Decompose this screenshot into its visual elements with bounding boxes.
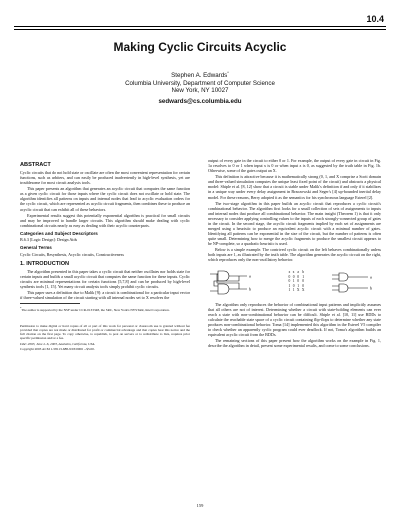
right-paragraph-5: The algorithm only reproduces the behavior of combinational input patterns and implicitly assumes that all others are not of interest. Determining whether a circuit with state-holding elements can ever reach a state with non-combinational behavior can be difficult. Shiple et al. [10, 11] use BDDs to calculate the reachable state space of a cyclic circuit containing flip-flops to determine whether any state produces non-combinational behavior. Toma [14] implemented this algorithm in the Esterel V5 compiler to check whether an apparently cyclic program could ever deadlock. If not, Toma's algorithm builds an equivalent acyclic circuit from the BDDs.: [208, 301, 381, 337]
header-rule-top: [14, 26, 386, 27]
truth-table-header-cell: b: [302, 270, 305, 275]
copyright-line: Copyright 2003 ACM 1-58113-688-9/03/0006 ...$5.00.: [20, 346, 95, 351]
author-footnote-mark: *: [227, 70, 229, 75]
paper-title: Making Cyclic Circuits Acyclic: [113, 40, 287, 54]
acyclic-output-label-b: b: [370, 285, 372, 290]
author-email: sedwards@cs.columbia.edu: [158, 97, 242, 105]
footnote-rule: [20, 303, 80, 304]
section-number: 10.4: [366, 14, 384, 24]
output-label-a: a: [249, 273, 251, 278]
header-rule-bottom: [14, 29, 386, 30]
right-paragraph-1: output of every gate in the circuit to either 0 or 1. For example, the output of every gate in circuit in Fig. 1a resolves to 0 or 1 when input x is 0 or when input z is 0, as suggested by the truth table in Fig. 1b. Otherwise, some of the gates output an X.: [208, 158, 381, 174]
truth-table-cell: 0: [288, 279, 291, 284]
general-terms-text: Cyclic Circuits, Resynthesis, Acyclic circuits, Constructiveness: [20, 251, 124, 257]
truth-table-header-cell: x: [288, 270, 291, 275]
truth-table-cell: 0: [288, 274, 291, 279]
affiliation-line-1: Columbia University, Department of Computer Science: [125, 79, 275, 87]
truth-table-cell: 1: [302, 274, 305, 279]
truth-table-cell: 0: [297, 279, 300, 284]
truth-table-header-cell: z: [292, 270, 295, 275]
introduction-heading: 1. INTRODUCTION: [20, 260, 70, 267]
categories-text: B.6.3 [Logic Design]: Design Aids: [20, 237, 78, 243]
abstract-paragraph-3: Experimental results suggest this potentially exponential algorithm is practical for small circuits and may be improved to handle larger circuits. This algorithm should make dealing with cyclic combinational circuits nearly as easy as dealing with their acyclic counterparts.: [20, 212, 190, 228]
truth-table-cell: 1: [292, 288, 295, 293]
truth-table: [287, 270, 305, 292]
truth-table-cell: 1: [297, 283, 300, 288]
example-figure: [208, 266, 381, 298]
author-name: Stephen A. Edwards: [171, 72, 228, 80]
truth-table-cell: 0: [292, 283, 295, 288]
output-label-b: b: [249, 286, 251, 291]
abstract-paragraph-1: Cyclic circuits that do not hold state or oscillate are often the most convenient representation for certain functions, such as arbiters, and can easily be produced inadvertently in high-level synthesis, yet are troublesome for most circuit analysis tools.: [20, 170, 190, 186]
truth-table-row: [287, 288, 305, 292]
right-paragraph-2: This definition is attractive because it is mathematically strong (0, 1, and X comprise a Scott domain and three-valued simulation computes the unique least fixed point of the circuit) and abstracts a physical model: Shiple et al. [8, 12] show that a circuit is stable under Malik's definition if and only if it stabilizes in a unique way under every delay assignment in Brzozowski and Seger's [4] up-bounded inertial delay model. For these reasons, Berry adopted it as the semantics for his synchronous language Esterel [2].: [208, 174, 381, 200]
truth-table-cell: 1: [288, 288, 291, 293]
right-paragraph-6: The remaining sections of this paper present how the algorithm works on the example in Fig. 1, describe the algorithm in detail, present some experimental results, and come to some conclusions.: [208, 338, 381, 349]
conference-venue: DAC 2003, June 2–6, 2003, Anaheim, California, USA.: [20, 341, 96, 346]
categories-heading: Categories and Subject Descriptors: [20, 230, 98, 236]
general-terms-heading: General Terms: [20, 245, 52, 251]
abstract-heading: ABSTRACT: [20, 162, 51, 168]
permission-notice: Permission to make digital or hard copies of all or part of this work for personal or classroom use is granted without fee provided that copies are not made or distributed for profit or commercial advantage and that copies bear this notice and the full citation on the first page. To copy otherwise, to republish, to post on servers or to redistribute to lists, requires prior specific permission and/or a fee.: [20, 323, 190, 341]
affiliation-line-2: New York, NY 10027: [171, 87, 229, 95]
truth-table-cell: X: [301, 288, 305, 293]
right-column: [208, 158, 381, 349]
truth-table-cell: 1: [288, 283, 291, 288]
truth-table-cell: 0: [292, 274, 295, 279]
footnote-text: The author is supported by the NSF under CCR-0133348, the SRC, New York's NYSTAR, Intel Corporation.: [21, 308, 170, 313]
author-block: [0, 69, 400, 105]
truth-table-cell: 0: [302, 279, 305, 284]
footnote: [20, 306, 190, 312]
introduction-paragraph-1: The algorithm presented in this paper takes a cyclic circuit that neither oscillates nor holds state for certain inputs and builds a small acyclic circuit that computes the same function for these inputs. Cyclic circuits are minimal representations for certain functions [5,7,8] and can be produced by high-level synthesis tools [1, 15]. Yet many circuit analysis tools simply prohibit cyclic circuits.: [20, 268, 190, 290]
acyclic-output-label-a: a: [370, 274, 372, 279]
truth-table-cell: 0: [297, 274, 300, 279]
abstract-paragraph-2: This paper presents an algorithm that generates an acyclic circuit that computes the same function as a given cyclic circuit for those inputs where the cyclic circuit does not oscillate or hold state. The algorithm identifies all patterns on inputs and internal nodes that lead to acyclic evaluation orders for the cyclic circuit, which are represented as acyclic circuit fragments, then combines these to produce an acyclic circuit that can exhibit all of these behaviors.: [20, 186, 190, 212]
truth-table-cell: X: [296, 288, 300, 293]
footnote-mark: *: [20, 306, 22, 311]
truth-table-cell: 1: [292, 279, 295, 284]
left-column: [20, 158, 190, 352]
truth-table-header-cell: a: [297, 270, 299, 275]
right-paragraph-4: Below is a simple example. The contrived cyclic circuit on the left behaves combinationally unless both inputs are 1, as illustrated by the truth table. The algorithm generates the acyclic circuit on the right, which reproduces only the non-oscillatory behavior.: [208, 247, 381, 263]
page-number: 159: [196, 503, 204, 508]
acyclic-circuit-diagram: [331, 267, 381, 297]
cyclic-circuit-diagram: [208, 267, 262, 297]
introduction-paragraph-2: This paper uses a definition due to Malik [9]: a circuit is combinational for a particular input vector if three-valued simulation of the circuit starting with all internal nodes set to X resolves the: [20, 290, 190, 301]
right-paragraph-3: The two-stage algorithm in this paper builds an acyclic circuit that reproduces a cyclic circuit's combinational behavior. The algorithm first looks for a small collection of sets of assignments to inputs and internal nodes that produce all combinational behavior. The main insight (Theorem 1) is that it only necessary to consider applying controlling values to the inputs of each strongly-connected group of gates in the circuit. In the second stage, the acyclic circuit fragments implied by each set of assignments are merged using a heuristic to produce an equivalent acyclic circuit with a minimal number of gates. Identifying all patterns can be exponential in the size of the circuit, but the number of patterns is often quite small. Determining how to merge the acyclic fragments to produce the smallest circuit appears to be NP-complete, so a quadratic heuristic is used.: [208, 200, 381, 247]
truth-table-cell: 0: [302, 283, 305, 288]
